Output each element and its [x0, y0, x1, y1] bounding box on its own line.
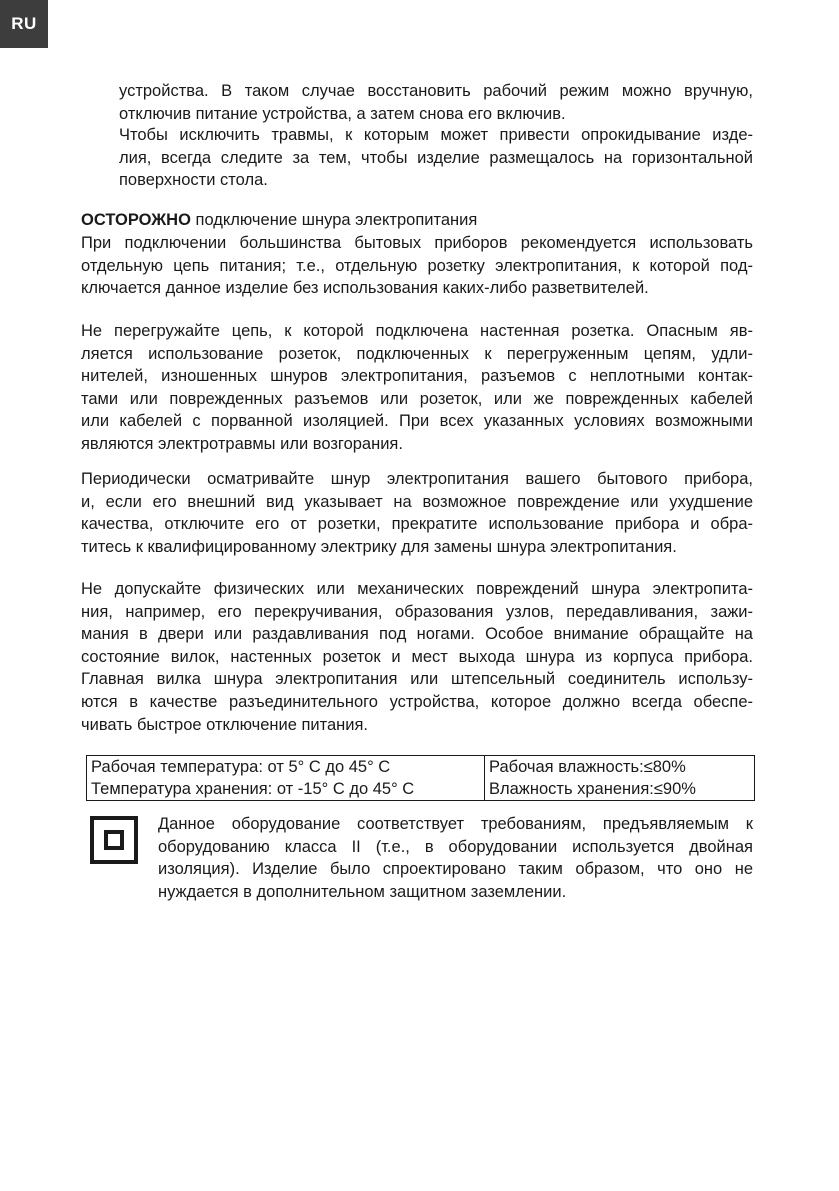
text-line: состояние вилок, настенных розеток и мест выхода шнура из корпуса прибора. [81, 647, 753, 666]
caution-heading-text: подключение шнура электропитания [190, 211, 478, 229]
text-line: отключив питание устройства, а затем снова его включив. [119, 104, 566, 123]
text-line: оборудованию класса II (т.е., в оборудовании используется двойная [158, 837, 753, 856]
intro-paragraph [119, 80, 753, 125]
text-line: являются электротравмы или возгорания. [81, 434, 403, 453]
text-line: тами или поврежденных разъемов или розеток, или же поврежденных кабелей [81, 389, 753, 408]
storage-humidity-cell: Влажность хранения:≤90% [485, 778, 755, 801]
table-row [87, 778, 755, 801]
text-line: поверхности стола. [119, 171, 268, 190]
text-line: нителей, изношенных шнуров электропитания, разъемов с неплотными контак- [81, 367, 753, 386]
operating-temperature-cell: Рабочая температура: от 5° C до 45° C [87, 756, 485, 779]
text-line: Главная вилка шнура электропитания или штепсельный соединитель использу- [81, 670, 753, 689]
text-line: ния, например, его перекручивания, образования узлов, передавливания, зажи- [81, 602, 753, 621]
specifications-table [86, 755, 755, 801]
damage-paragraph [81, 578, 753, 736]
caution-heading [81, 209, 753, 232]
overload-paragraph [81, 320, 753, 456]
storage-temperature-cell: Температура хранения: от -15° C до 45° C [87, 778, 485, 801]
text-line: Не допускайте физических или механических повреждений шнура электропита- [81, 580, 753, 598]
text-line: качества, отключите его от розетки, прекратите использование прибора и обра- [81, 515, 753, 534]
text-line: и, если его внешний вид указывает на возможное повреждение или ухудшение [81, 492, 753, 511]
text-line: или кабелей с порванной изоляцией. При всех указанных условиях возможными [81, 412, 753, 431]
table-row [87, 756, 755, 779]
inspect-paragraph [81, 468, 753, 558]
text-line: ются в качестве разъединительного устройства, которое должно всегда обеспе- [81, 692, 753, 711]
text-line: титесь к квалифицированному электрику для замены шнура электропитания. [81, 537, 677, 556]
text-line: При подключении большинства бытовых приборов рекомендуется использовать [81, 234, 753, 252]
text-line: лия, всегда следите за тем, чтобы изделие размещалось на горизонтальной [119, 148, 753, 167]
text-line: устройства. В таком случае восстановить рабочий режим можно вручную, [119, 82, 753, 100]
double-insulation-icon [90, 816, 138, 864]
text-line: Данное оборудование соответствует требованиям, предъявляемым к [158, 815, 753, 833]
text-line: мания в двери или раздавливания под ногами. Особое внимание обращайте на [81, 625, 753, 644]
text-line: Не перегружайте цепь, к которой подключена настенная розетка. Опасным яв- [81, 322, 753, 340]
caution-paragraph [81, 232, 753, 300]
text-line: Чтобы исключить травмы, к которым может привести опрокидывание изде- [119, 126, 753, 144]
text-line: Периодически осматривайте шнур электропитания вашего бытового прибора, [81, 470, 753, 488]
text-line: отдельную цепь питания; т.е., отдельную розетку электропитания, к которой под- [81, 256, 753, 275]
text-line: чивать быстрое отключение питания. [81, 715, 369, 734]
text-line: изоляция). Изделие было спроектировано таким образом, что оно не [158, 860, 753, 879]
language-tab: RU [0, 0, 48, 48]
class-ii-paragraph [158, 813, 753, 903]
tip-over-paragraph [119, 124, 753, 192]
text-line: ключается данное изделие без использования каких-либо разветвителей. [81, 279, 649, 298]
text-line: ляется использование розеток, подключенных к перегруженным цепям, удли- [81, 344, 753, 363]
caution-keyword: ОСТОРОЖНО [81, 211, 191, 229]
text-line: нуждается в дополнительном защитном заземлении. [158, 882, 567, 901]
operating-humidity-cell: Рабочая влажность:≤80% [485, 756, 755, 779]
